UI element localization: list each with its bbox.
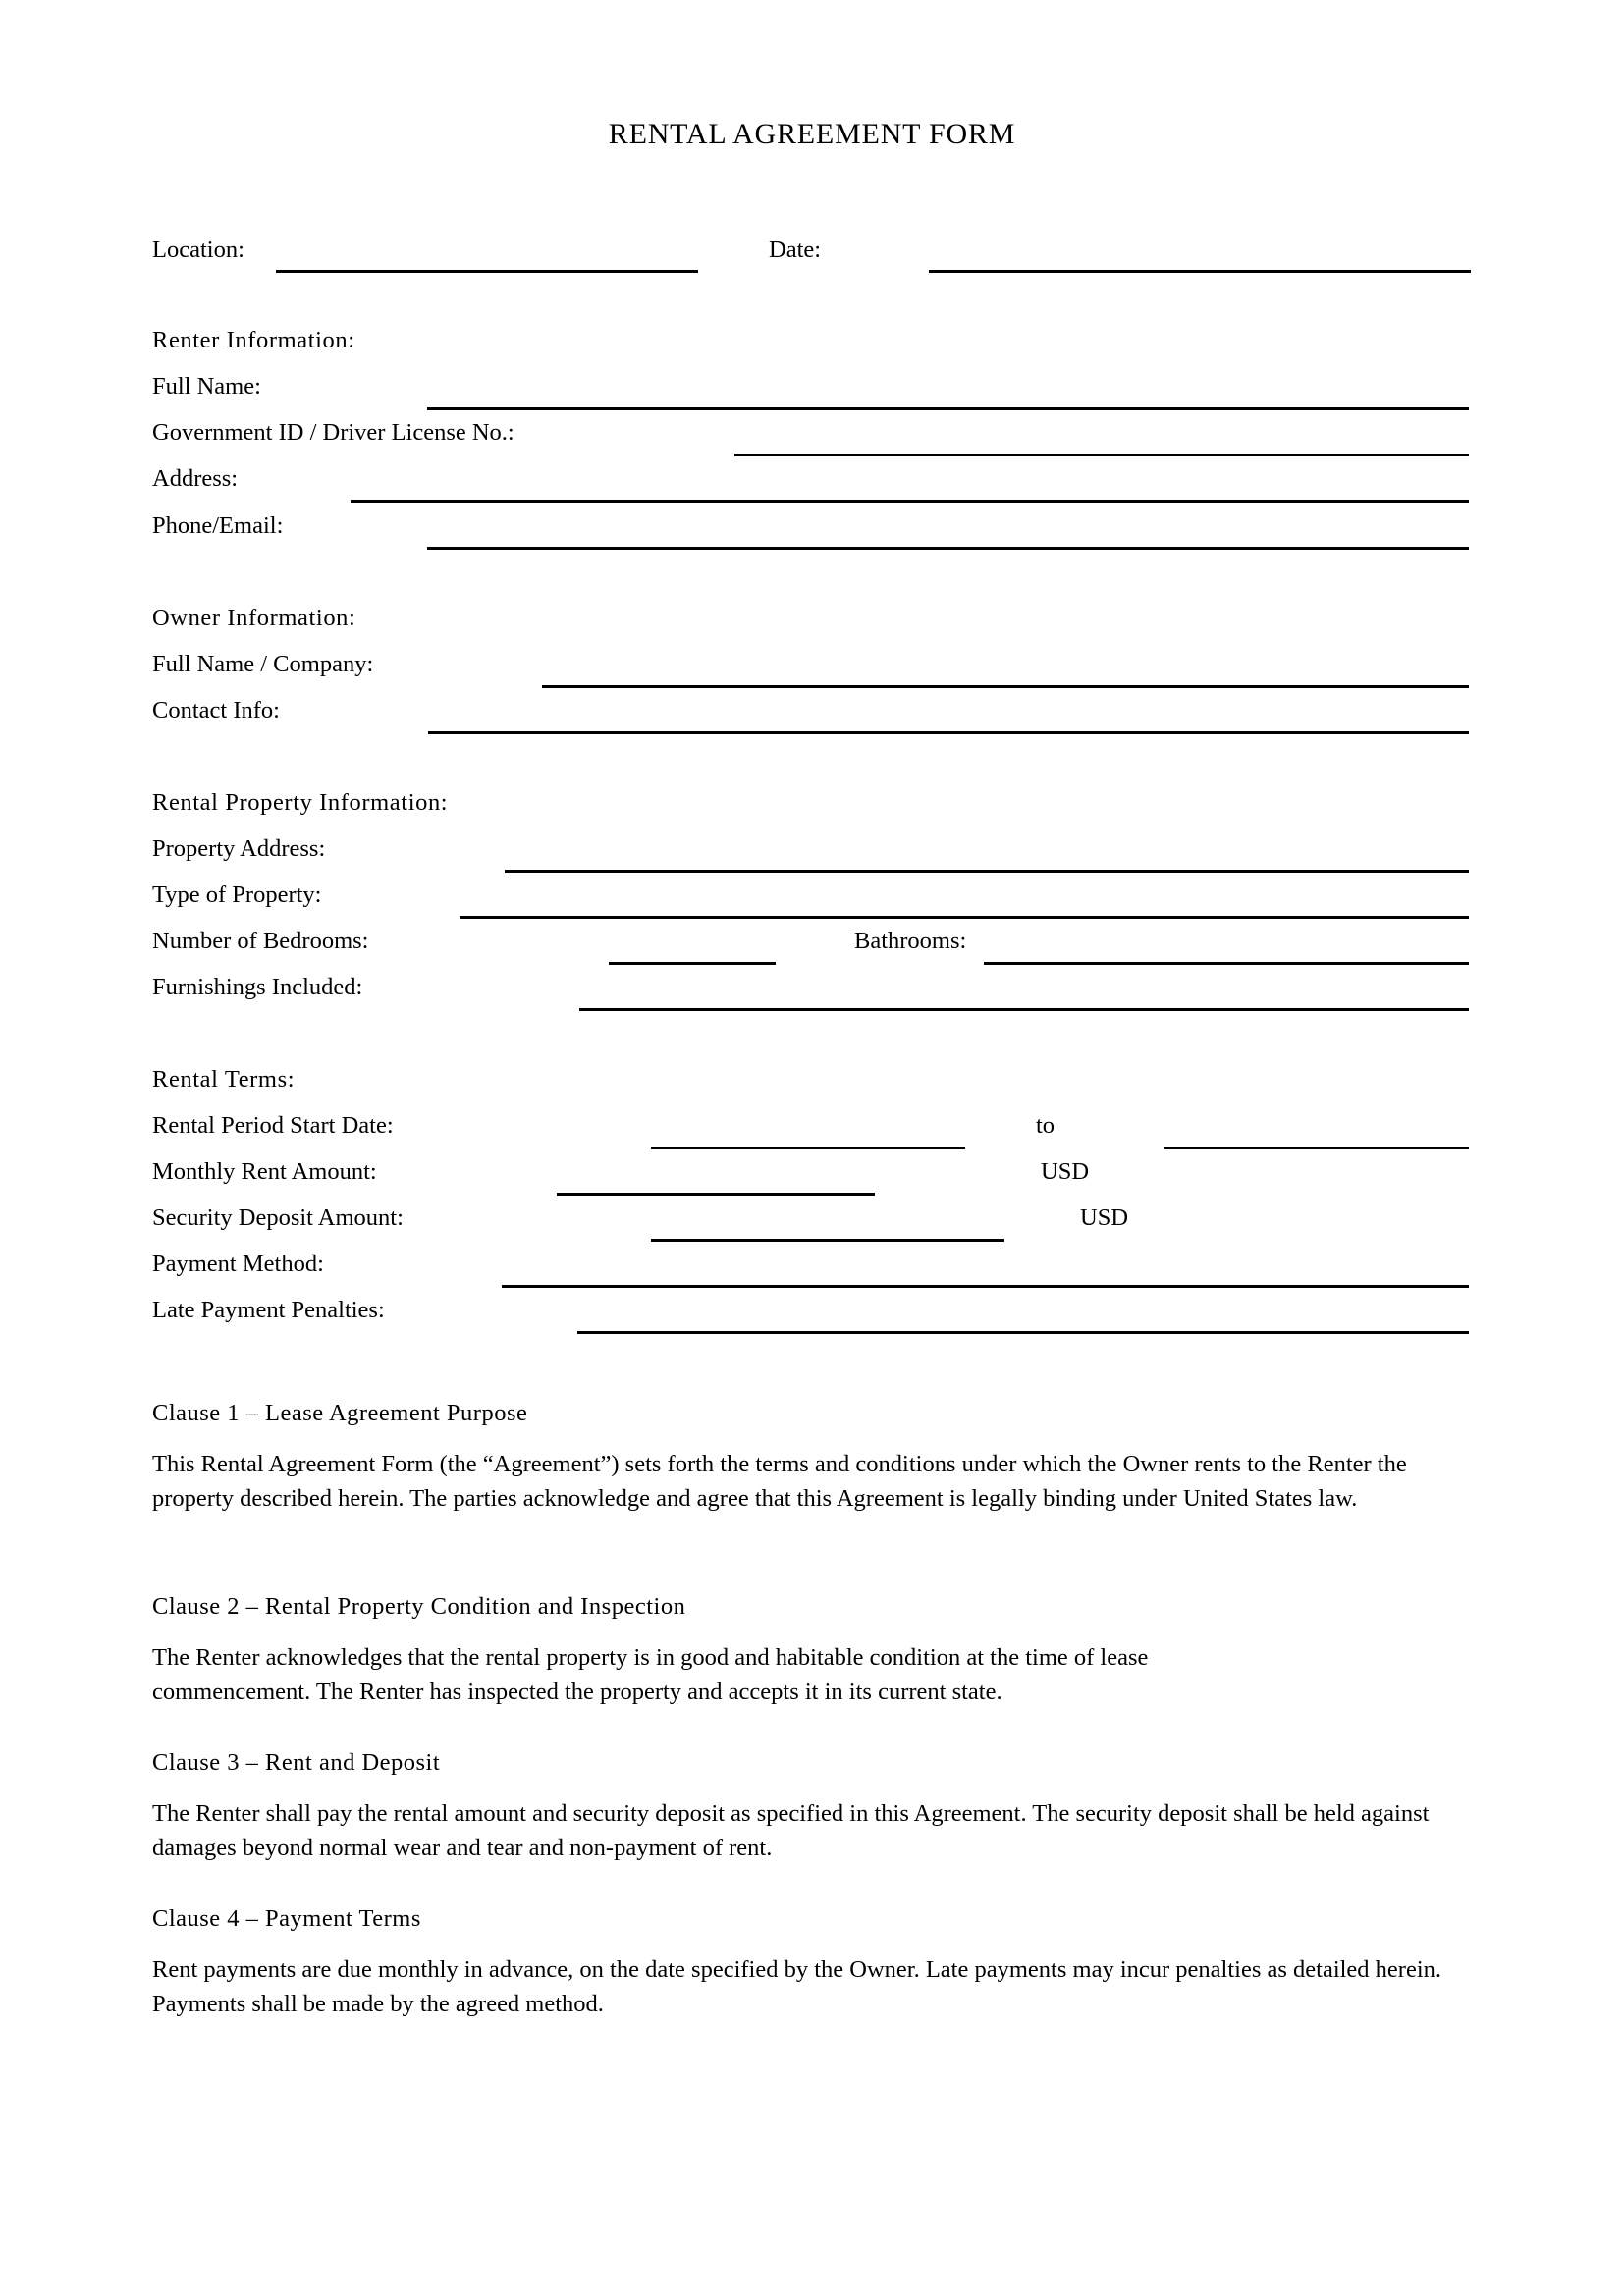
clause-1-body: This Rental Agreement Form (the “Agreement”) sets forth the terms and conditions under which the Owner rents to the Renter the property described herein. The parties acknowledge and agree that this Agreement is legally binding under United States law.: [152, 1451, 1407, 1512]
clause-2-body: The Renter acknowledges that the rental property is in good and habitable condition at the time of lease commencement. The Renter has inspected the property and accepts it in its current state.: [152, 1644, 1149, 1705]
property-type-label: Type of Property:: [152, 881, 322, 908]
property-furnishings-input-rule[interactable]: [579, 1008, 1469, 1011]
terms-start-date-label: Rental Period Start Date:: [152, 1112, 394, 1139]
owner-full-name-company-input-rule[interactable]: [542, 685, 1469, 688]
owner-contact-info-label: Contact Info:: [152, 697, 280, 723]
terms-start-date-input-rule[interactable]: [651, 1147, 965, 1149]
date-input-rule[interactable]: [929, 270, 1471, 273]
clause-2-heading: Clause 2 – Rental Property Condition and Inspection: [152, 1593, 686, 1620]
terms-late-penalties-label: Late Payment Penalties:: [152, 1297, 385, 1323]
section-heading-terms: Rental Terms:: [152, 1066, 296, 1093]
property-type-input-rule[interactable]: [460, 916, 1469, 919]
renter-address-label: Address:: [152, 465, 239, 492]
renter-government-id-input-rule[interactable]: [734, 454, 1469, 456]
property-furnishings-label: Furnishings Included:: [152, 974, 363, 1000]
section-heading-renter: Renter Information:: [152, 327, 355, 353]
terms-payment-method-label: Payment Method:: [152, 1251, 324, 1277]
clause-3-heading: Clause 3 – Rent and Deposit: [152, 1749, 441, 1776]
terms-to-label: to: [1036, 1112, 1056, 1139]
clause-3-body: The Renter shall pay the rental amount and security deposit as specified in this Agreement. The security deposit shall be held against damages beyond normal wear and tear and non-payment of rent.: [152, 1800, 1430, 1861]
location-label: Location:: [152, 237, 244, 263]
date-label: Date:: [769, 237, 822, 263]
terms-late-penalties-input-rule[interactable]: [577, 1331, 1469, 1334]
terms-monthly-rent-label: Monthly Rent Amount:: [152, 1158, 377, 1185]
renter-phone-email-label: Phone/Email:: [152, 512, 284, 539]
property-bedrooms-label: Number of Bedrooms:: [152, 928, 369, 954]
renter-full-name-input-rule[interactable]: [427, 407, 1469, 410]
terms-security-deposit-currency: USD: [1080, 1204, 1129, 1231]
renter-address-input-rule[interactable]: [351, 500, 1469, 503]
terms-monthly-rent-currency: USD: [1041, 1158, 1090, 1185]
location-input-rule[interactable]: [276, 270, 698, 273]
terms-monthly-rent-input-rule[interactable]: [557, 1193, 875, 1196]
terms-end-date-input-rule[interactable]: [1164, 1147, 1469, 1149]
renter-government-id-label: Government ID / Driver License No.:: [152, 419, 514, 446]
clause-4-body: Rent payments are due monthly in advance, on the date specified by the Owner. Late payments may incur penalties as detailed herein. Payments shall be made by the agreed method.: [152, 1956, 1442, 2017]
section-heading-owner: Owner Information:: [152, 605, 356, 631]
page-title: RENTAL AGREEMENT FORM: [608, 118, 1016, 150]
renter-full-name-label: Full Name:: [152, 373, 261, 400]
owner-contact-info-input-rule[interactable]: [428, 731, 1469, 734]
terms-security-deposit-label: Security Deposit Amount:: [152, 1204, 404, 1231]
terms-security-deposit-input-rule[interactable]: [651, 1239, 1004, 1242]
property-address-input-rule[interactable]: [505, 870, 1469, 873]
clause-4-heading: Clause 4 – Payment Terms: [152, 1905, 421, 1932]
property-address-label: Property Address:: [152, 835, 326, 862]
renter-phone-email-input-rule[interactable]: [427, 547, 1469, 550]
clause-1-heading: Clause 1 – Lease Agreement Purpose: [152, 1400, 528, 1426]
property-bedrooms-input-rule[interactable]: [609, 962, 776, 965]
section-heading-property: Rental Property Information:: [152, 789, 449, 816]
terms-payment-method-input-rule[interactable]: [502, 1285, 1469, 1288]
owner-full-name-company-label: Full Name / Company:: [152, 651, 374, 677]
property-bathrooms-input-rule[interactable]: [984, 962, 1469, 965]
property-bathrooms-label: Bathrooms:: [854, 928, 967, 954]
